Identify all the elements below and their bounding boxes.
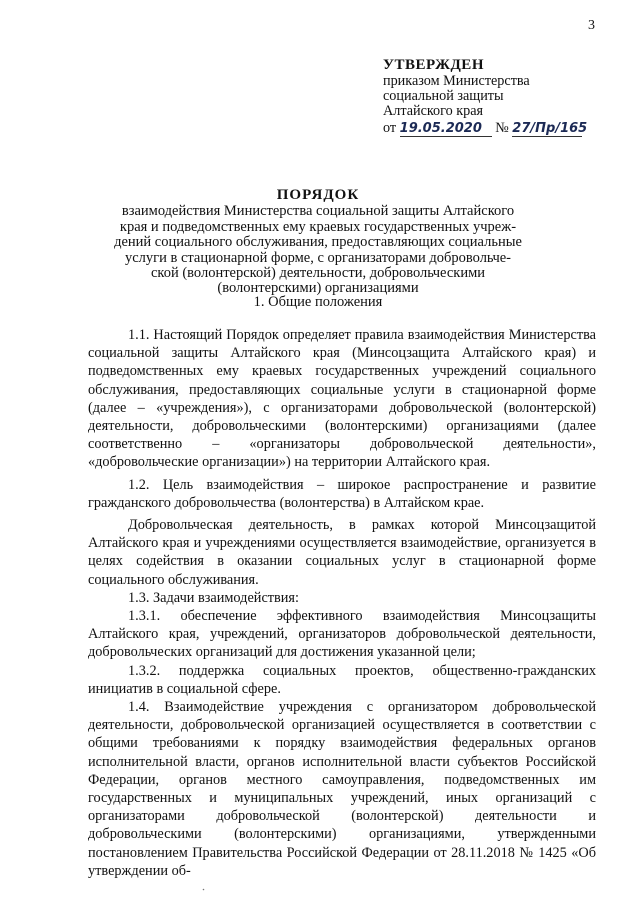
document-title [96, 188, 540, 297]
handwritten-date: 19.05.2020 [400, 122, 492, 137]
approval-line: Алтайского края [383, 103, 484, 119]
approval-line: социальной защиты [383, 88, 504, 104]
paragraph-1-3: 1.3. Задачи взаимодействия: [128, 589, 299, 606]
title-line: (волонтерскими) организациями [217, 280, 419, 297]
paragraph-1-2: 1.2. Цель взаимодействия – широкое распространение и развитие гражданского добровольчества (волонтерства) в Алтайском крае. [88, 476, 596, 511]
title-line: края и подведомственных ему краевых государственных учреж- [119, 218, 517, 235]
approval-stamp [383, 58, 623, 137]
title-line: взаимодействия Министерства социальной защиты Алтайского [121, 203, 515, 220]
page-number: 3 [588, 18, 595, 33]
title-word: ПОРЯДОК [276, 187, 360, 203]
number-sign: № [495, 120, 509, 136]
paragraph-1-1: 1.1. Настоящий Порядок определяет правила взаимодействия Министерства социальной защиты Алтайского края (Минсоцзащита Алтайского края) и подведомственных ему краевых государственных учреждений социального обслуживания, предоставляющих социальные услуги в стационарной форме (далее – «учреждения»), с организаторами добровольческой (волонтерской) деятельности, добровольческими (волонтерскими) организациями (далее соответственно – «организаторы добровольческой деятельности», «добровольческие организации») на территории Алтайского края. [88, 327, 596, 471]
date-prefix: от [383, 120, 397, 136]
scan-dot [202, 888, 205, 891]
handwritten-number: 27/Пр/165 [512, 121, 588, 136]
approval-heading: УТВЕРЖДЕН [383, 57, 484, 73]
paragraph-1-4: 1.4. Взаимодействие учреждения с организатором добровольческой деятельности, добровольческой организацией осуществляется в соответствии с общими требованиями к порядку взаимодействия федеральных органов исполнительной власти, органов исполнительной власти субъектов Российской Федерации, органов местного самоуправления, подведомственных им государственных и муниципальных учреждений, иных организаций с организаторами добровольческой (волонтерской) деятельности и добровольческими (волонтерскими) организациями, утвержденными постановлением Правительства Российской Федерации от 28.11.2018 № 1425 «Об утверждении об- [88, 699, 596, 879]
title-line: ской (волонтерской) деятельности, добровольческими [150, 265, 486, 282]
section-title: 1. Общие положения [253, 294, 383, 310]
title-line: дений социального обслуживания, предоставляющих социальные [114, 234, 522, 251]
paragraph-volunteer-activity: Добровольческая деятельность, в рамках которой Минсоцзащитой Алтайского края и учреждениями осуществляется взаимодействие, организуется в целях содействия в оказании социальных услуг в стационарной форме социального обслуживания. [88, 517, 596, 588]
paragraph-1-3-1: 1.3.1. обеспечение эффективного взаимодействия Минсоцзащиты Алтайского края, учреждений, организаторов добровольческой деятельности, добровольческих организаций для достижения указанной цели; [88, 608, 596, 661]
approval-line: приказом Министерства [383, 73, 530, 89]
title-line: услуги в стационарной форме, с организаторами добровольче- [124, 249, 511, 266]
approval-date-number-row [383, 121, 623, 137]
paragraph-1-3-2: 1.3.2. поддержка социальных проектов, общественно-гражданских инициатив в социальной сфере. [88, 662, 596, 697]
document-body [88, 326, 596, 880]
